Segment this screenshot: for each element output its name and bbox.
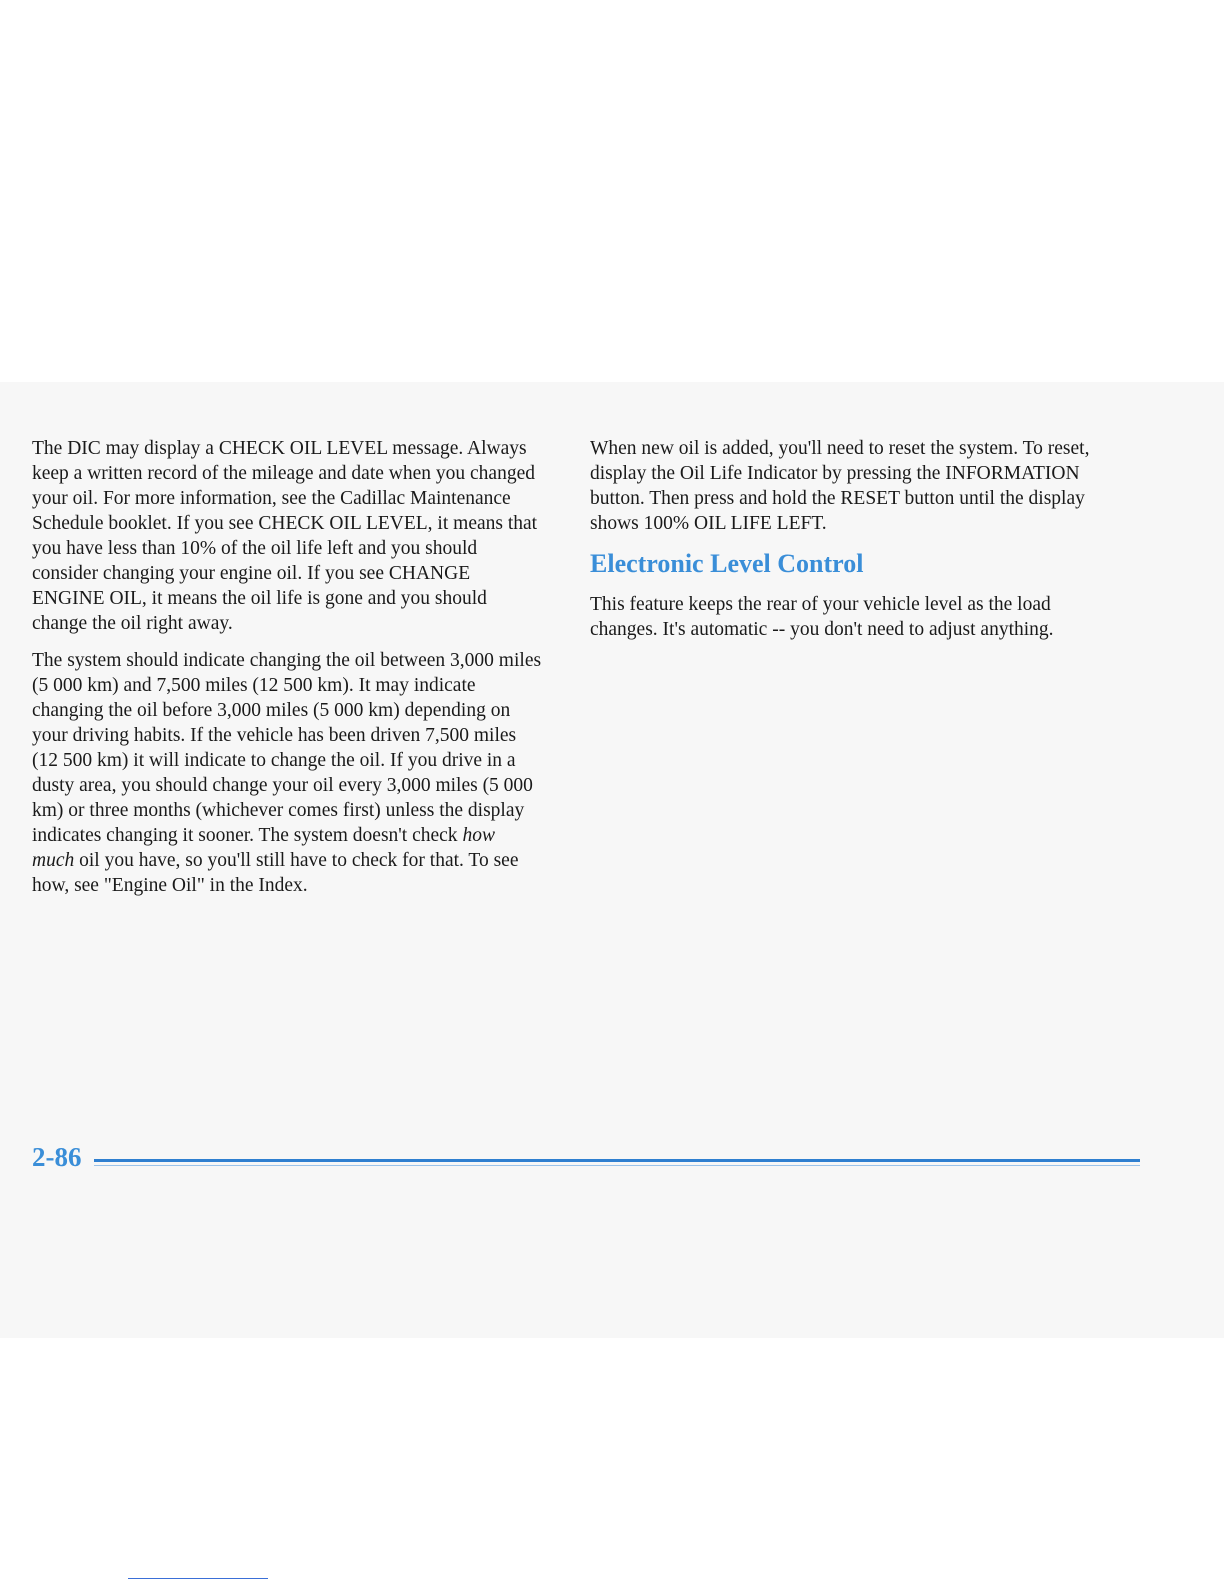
left-paragraph-1: The DIC may display a CHECK OIL LEVEL message. Always keep a written record of the mileage and date when you changed your oil. For more information, see the Cadillac Maintenance Schedule booklet. If you see CHECK OIL LEVEL, it means that you have less than 10% of the oil life left and you should consider changing your engine oil. If you see CHANGE ENGINE OIL, it means the oil life is gone and you should change the oil right away. — [32, 438, 538, 634]
page-footer — [32, 1142, 1112, 1178]
section-heading: Electronic Level Control — [590, 549, 864, 578]
left-column — [32, 436, 542, 910]
right-column — [590, 436, 1100, 654]
footer-rule-thin — [94, 1165, 1140, 1166]
page-number: 2-86 — [32, 1142, 82, 1172]
right-paragraph-2: This feature keeps the rear of your vehicle level as the load changes. It's automatic -- you don't need to adjust anything. — [590, 594, 1054, 640]
right-paragraph-1: When new oil is added, you'll need to reset the system. To reset, display the Oil Life Indicator by pressing the INFORMATION button. Then press and hold the RESET button until the display shows 100% OIL LIFE LEFT. — [590, 438, 1090, 534]
bottom-link-line — [128, 1578, 268, 1579]
footer-rule — [94, 1159, 1140, 1162]
left-paragraph-2-part-2: oil you have, so you'll still have to check for that. To see how, see "Engine Oil" in the Index. — [32, 850, 519, 896]
left-paragraph-2 — [32, 648, 542, 898]
left-paragraph-2-emphasis: how much — [32, 825, 495, 871]
left-paragraph-2-part-1: The system should indicate changing the oil between 3,000 miles (5 000 km) and 7,500 miles (12 500 km). It may indicate changing the oil before 3,000 miles (5 000 km) depending on your driving habits. If the vehicle has been driven 7,500 miles (12 500 km) it will indicate to change the oil. If you drive in a dusty area, you should change your oil every 3,000 miles (5 000 km) or three months (whichever comes first) unless the display indicates changing it sooner. The system doesn't check — [32, 650, 542, 846]
